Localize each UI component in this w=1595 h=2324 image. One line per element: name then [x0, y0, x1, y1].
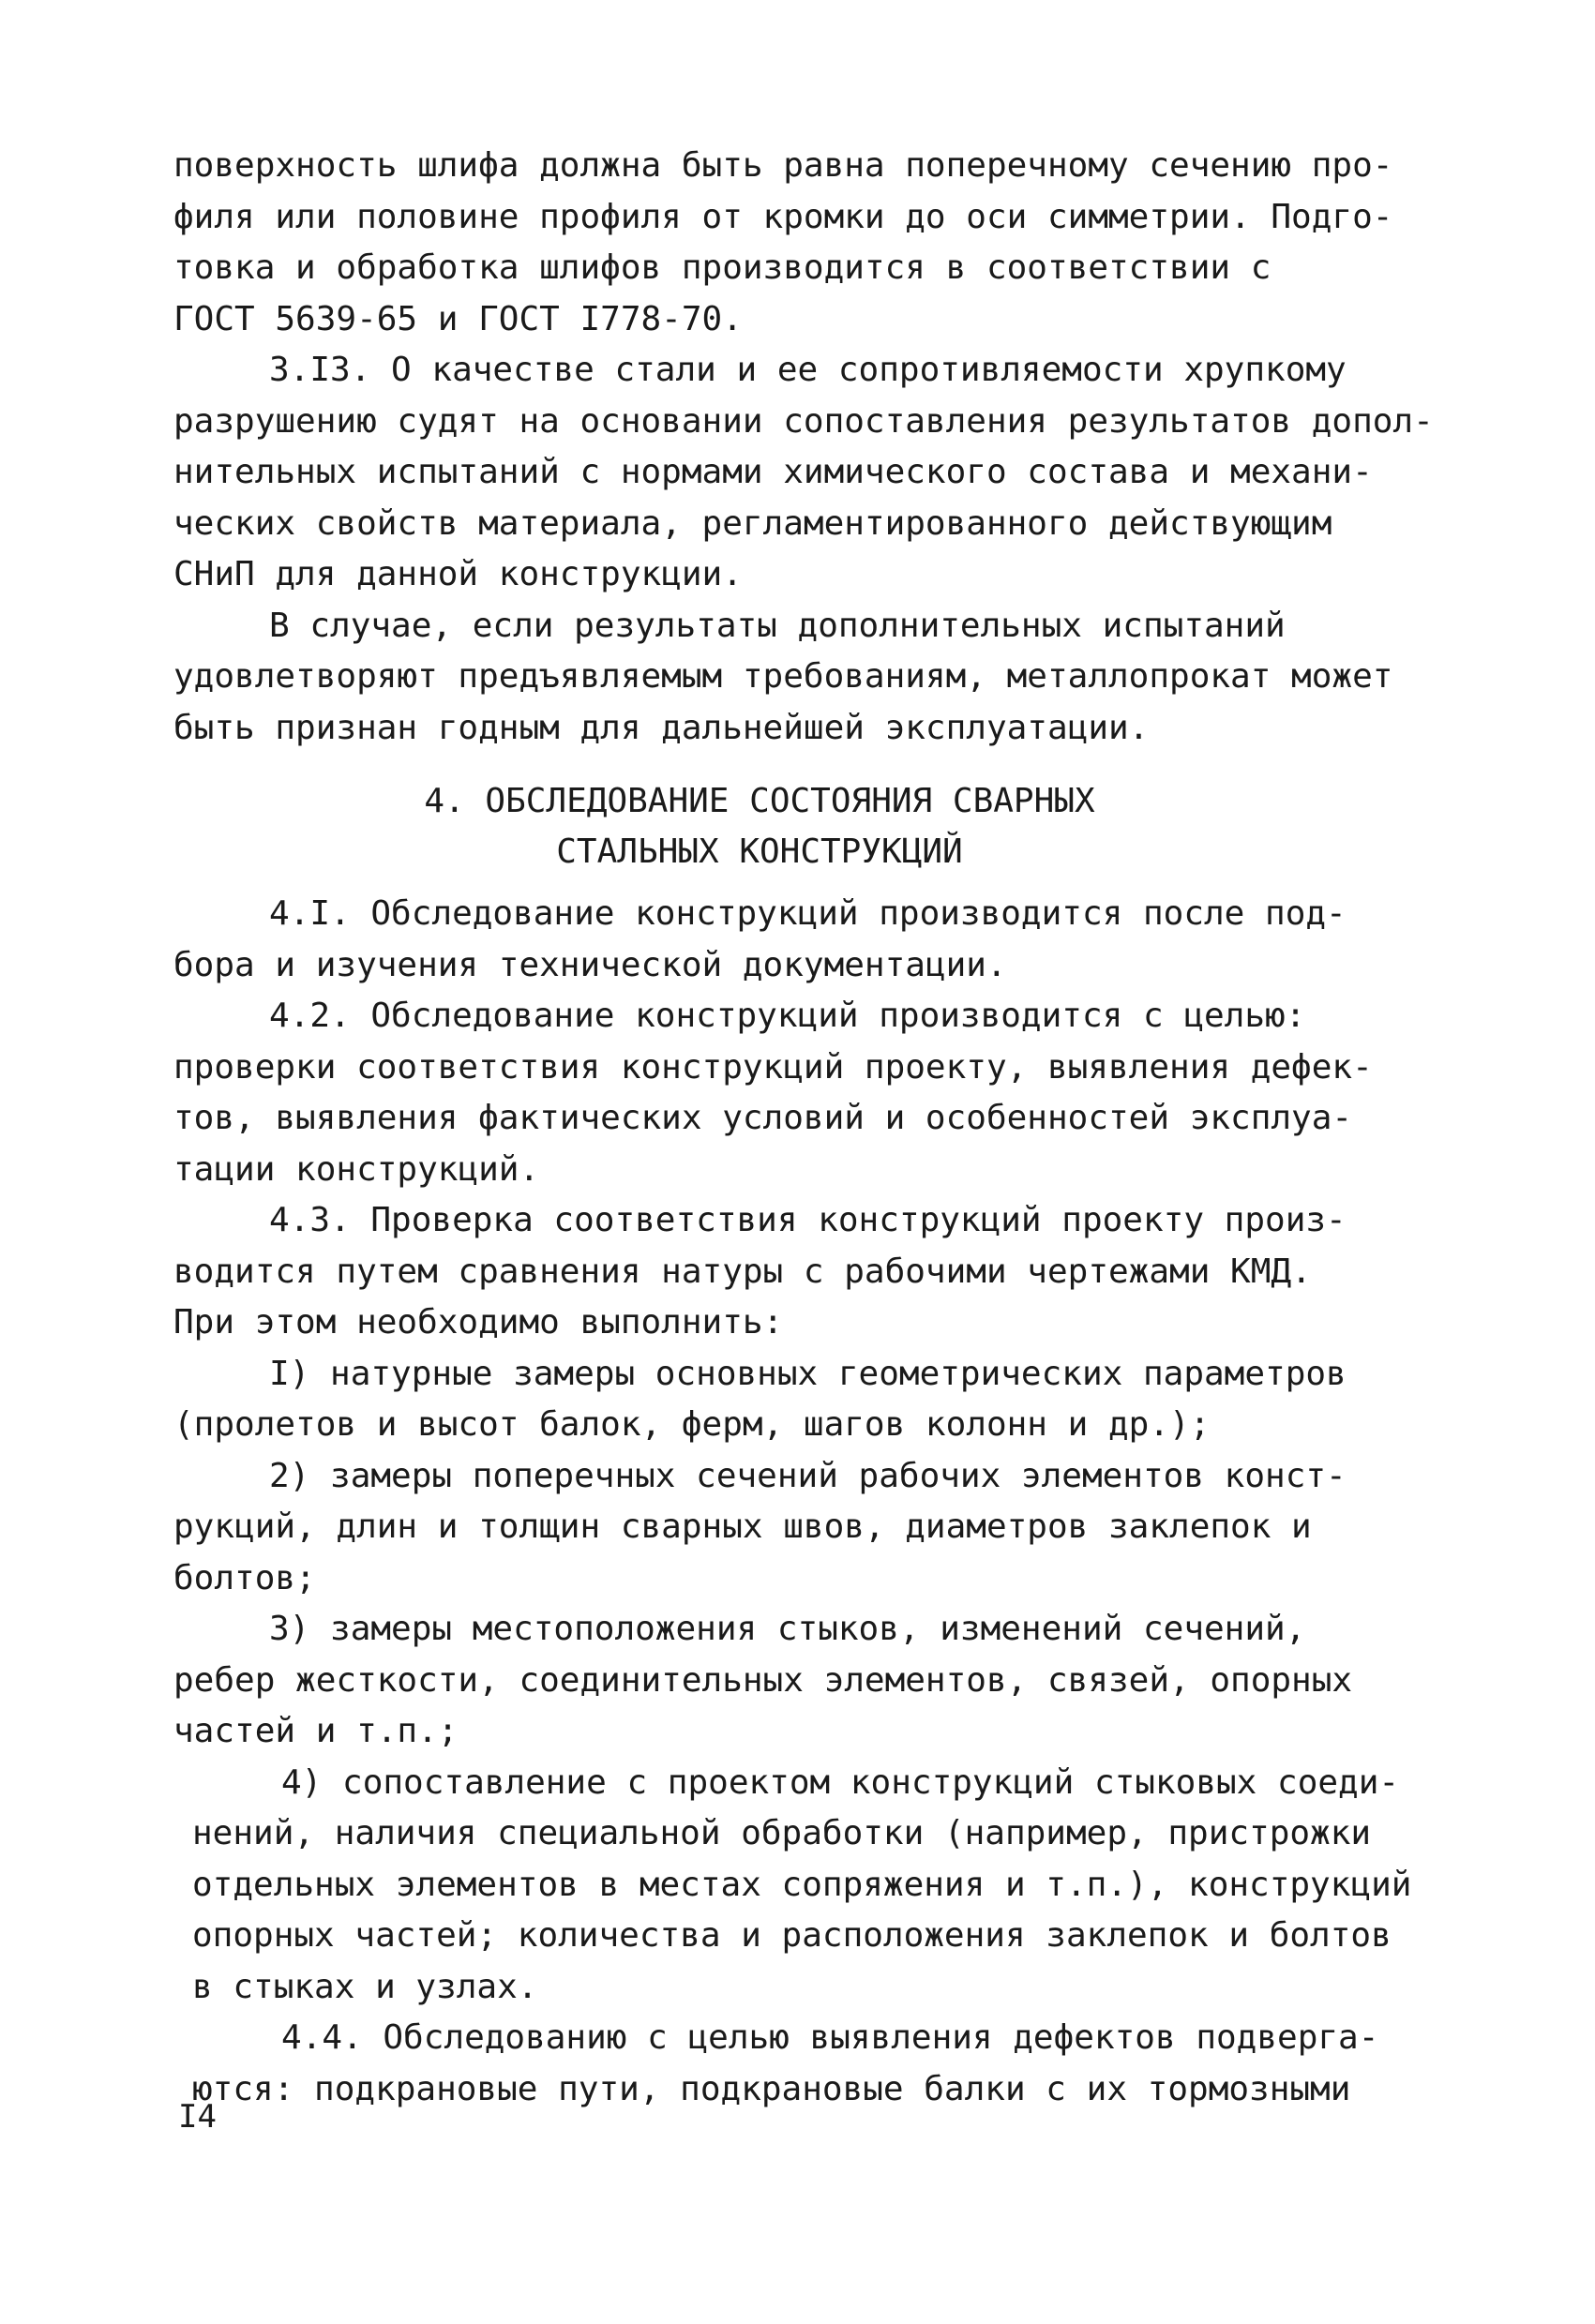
paragraph-item-3 [173, 1604, 1449, 1758]
section-title-line-1: 4. ОБСЛЕДОВАНИЕ СОСТОЯНИЯ СВАРНЫХ [424, 782, 1095, 820]
section-title-line-2: СТАЛЬНЫХ КОНСТРУКЦИЙ [556, 832, 963, 871]
paragraph-para-4-4 [173, 2013, 1449, 2115]
text-line: 2) замеры поперечных сечений рабочих элементов конст- [269, 1456, 1347, 1495]
body-text-top [173, 141, 1449, 754]
section-heading [173, 776, 1449, 877]
text-line: водится путем сравнения натуры с рабочими чертежами КМД. [173, 1252, 1312, 1291]
text-line: тации конструкций. [173, 1149, 540, 1189]
text-line: В случае, если результаты дополнительных испытаний [269, 606, 1286, 645]
text-line: При этом необходимо выполнить: [173, 1303, 784, 1342]
text-line: рукций, длин и толщин сварных швов, диаметров заклепок и [173, 1507, 1312, 1546]
text-line: нительных испытаний с нормами химического состава и механи- [173, 453, 1373, 491]
paragraph-item-1 [173, 1349, 1449, 1451]
text-line: СНиП для данной конструкции. [173, 555, 743, 593]
text-line: ческих свойств материала, регламентированного действующим [173, 503, 1332, 543]
paragraph-para-case [173, 601, 1449, 755]
paragraph-item-4 [173, 1758, 1449, 2014]
page-number: I4 [178, 2098, 217, 2136]
document-page [173, 141, 1449, 2115]
text-line: болтов; [173, 1558, 316, 1597]
text-line: тов, выявления фактических условий и особенностей эксплуа- [173, 1099, 1353, 1137]
text-line: опорных частей; количества и расположения заклепок и болтов [192, 1916, 1392, 1955]
text-line: 4.3. Проверка соответствия конструкций проекту произ- [269, 1201, 1347, 1239]
paragraph-para-3-13 [173, 345, 1449, 601]
text-line: в стыках и узлах. [192, 1967, 538, 2006]
text-line: ются: подкрановые пути, подкрановые балки с их тормозными [192, 2069, 1351, 2108]
text-line: I) натурные замеры основных геометрических параметров [269, 1354, 1347, 1393]
text-line: проверки соответствия конструкций проекту, выявления дефек- [173, 1047, 1373, 1087]
text-line: ребер жесткости, соединительных элементов, связей, опорных [173, 1660, 1353, 1700]
text-line: (пролетов и высот балок, ферм, шагов колонн и др.); [173, 1405, 1211, 1444]
paragraph-para-4-2 [173, 991, 1449, 1195]
text-line: 3.I3. О качестве стали и ее сопротивляемости хрупкому [269, 351, 1347, 389]
body-text-section [173, 889, 1449, 2115]
text-line: 4) сопоставление с проектом конструкций стыковых соеди- [281, 1762, 1400, 1802]
text-line: частей и т.п.; [173, 1712, 459, 1750]
text-line: поверхность шлифа должна быть равна поперечному сечению про- [173, 146, 1393, 185]
text-line: 4.4. Обследованию с целью выявления дефектов подверга- [281, 2018, 1379, 2057]
text-line: ГОСТ 5639-65 и ГОСТ I778-70. [173, 299, 743, 338]
text-line: 3) замеры местоположения стыков, изменений сечений, [269, 1610, 1306, 1648]
paragraph-item-2 [173, 1451, 1449, 1605]
paragraph-para-cont [173, 141, 1449, 345]
text-line: нений, наличия специальной обработки (например, пристрожки [192, 1814, 1372, 1852]
paragraph-para-4-1 [173, 889, 1449, 991]
text-line: 4.I. Обследование конструкций производится после под- [269, 894, 1347, 933]
text-line: быть признан годным для дальнейшей эксплуатации. [173, 708, 1150, 747]
text-line: бора и изучения технической документации. [173, 945, 1007, 984]
text-line: филя или половине профиля от кромки до оси симметрии. Подго- [173, 197, 1393, 236]
text-line: товка и обработка шлифов производится в соответствии с [173, 248, 1271, 287]
text-line: 4.2. Обследование конструкций производится с целью: [269, 997, 1306, 1035]
text-line: разрушению судят на основании сопоставления результатов допол- [173, 401, 1434, 441]
text-line: отдельных элементов в местах сопряжения и т.п.), конструкций [192, 1865, 1412, 1904]
text-line: удовлетворяют предъявляемым требованиям, металлопрокат может [173, 657, 1393, 696]
paragraph-para-4-3 [173, 1195, 1449, 1349]
